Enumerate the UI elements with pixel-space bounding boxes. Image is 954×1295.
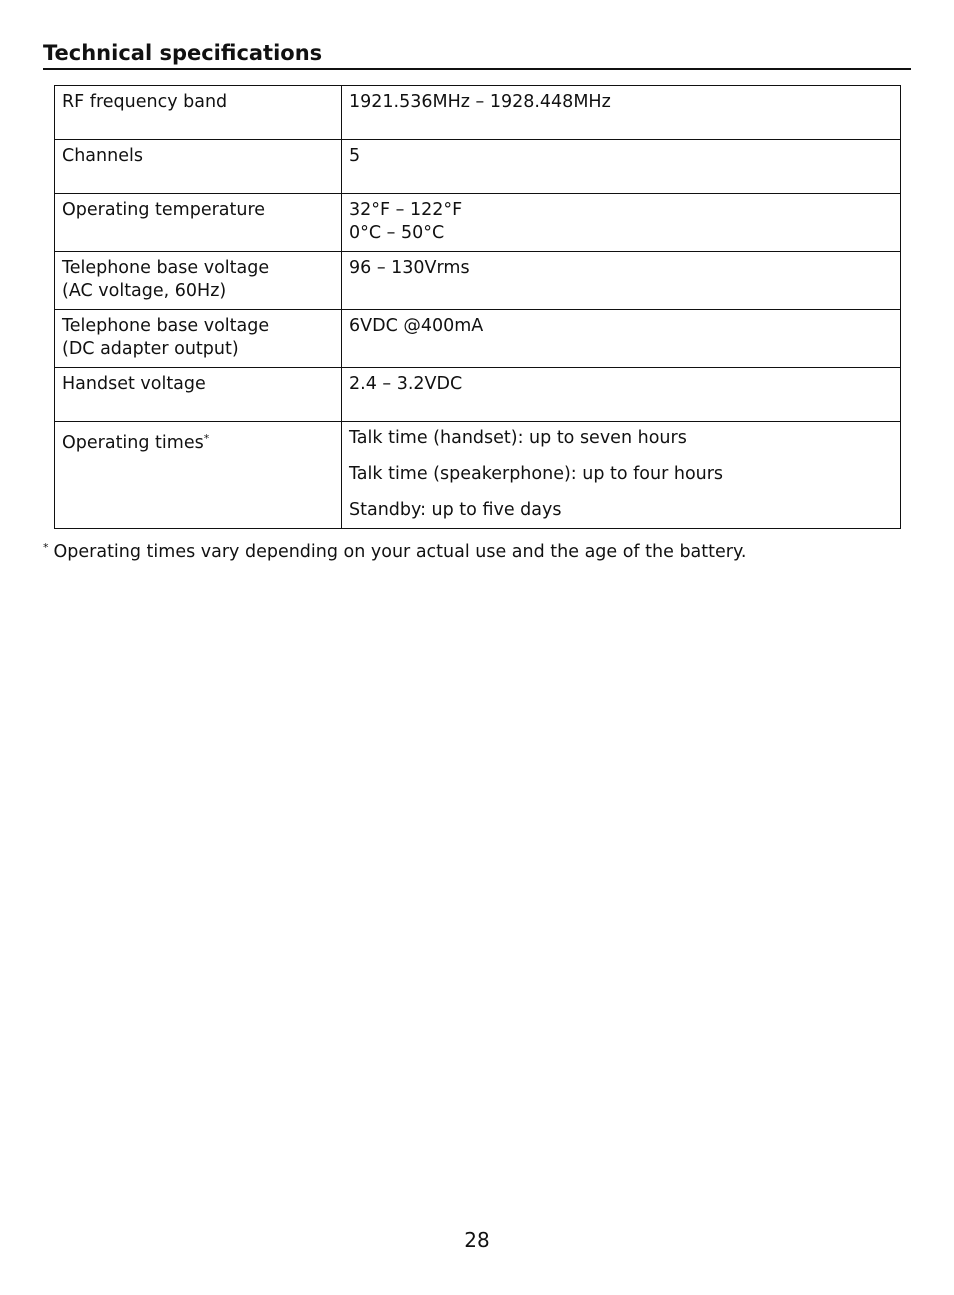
specifications-table: [54, 85, 901, 529]
spec-value: 1921.536MHz – 1928.448MHz: [342, 86, 901, 140]
table-row-operating-times: [55, 422, 901, 529]
spec-label: [55, 252, 342, 310]
footnote: [43, 536, 746, 564]
footnote-marker: *: [43, 541, 49, 554]
table-row-handset-voltage: [55, 368, 901, 422]
table-row-operating-temperature: [55, 194, 901, 252]
spec-value: [342, 422, 901, 529]
spec-value: 96 – 130Vrms: [342, 252, 901, 310]
spec-label-text: Operating times: [62, 433, 204, 453]
spec-label-line: Telephone base voltage: [62, 316, 270, 336]
table-row-base-voltage-ac: [55, 252, 901, 310]
standby-time: Standby: up to five days: [349, 500, 562, 520]
footnote-text: Operating times vary depending on your actual use and the age of the battery.: [53, 542, 747, 562]
spec-value: 5: [342, 140, 901, 194]
spec-label: [55, 310, 342, 368]
talk-time-handset: Talk time (handset): up to seven hours: [349, 428, 687, 448]
talk-time-speakerphone: Talk time (speakerphone): up to four hours: [349, 464, 724, 484]
spec-label: Operating temperature: [55, 194, 342, 252]
table-row-channels: [55, 140, 901, 194]
spec-value: 6VDC @400mA: [342, 310, 901, 368]
spec-value: [342, 194, 901, 252]
table-row-base-voltage-dc: [55, 310, 901, 368]
footnote-marker: *: [203, 432, 210, 445]
spec-label-line: (AC voltage, 60Hz): [62, 281, 227, 301]
spec-label: Channels: [55, 140, 342, 194]
spec-label: RF frequency band: [55, 86, 342, 140]
page-number: 28: [464, 1228, 490, 1252]
page-title: Technical specifications: [43, 41, 323, 65]
spec-label: Handset voltage: [55, 368, 342, 422]
title-divider: [43, 68, 911, 70]
spec-label-line: (DC adapter output): [62, 339, 239, 359]
spec-value: 2.4 – 3.2VDC: [342, 368, 901, 422]
temperature-celsius: 0°C – 50°C: [349, 223, 445, 243]
spec-label-line: Telephone base voltage: [62, 258, 270, 278]
temperature-fahrenheit: 32°F – 122°F: [349, 200, 463, 220]
spec-label: [55, 422, 342, 529]
table-row-rf-frequency-band: [55, 86, 901, 140]
